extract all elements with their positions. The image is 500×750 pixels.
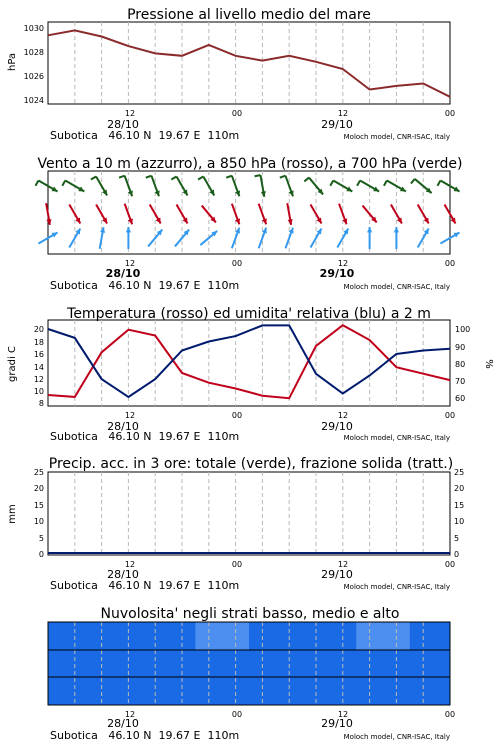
x-tick-00: 00 [444,259,456,268]
date-label-29-10: 29/10 [321,118,353,131]
wind-arrow-700hpa [437,181,459,192]
precipitation-ytick: 20 [33,484,44,493]
x-tick-00: 00 [444,411,456,420]
x-tick-12: 12 [337,411,349,420]
wind-arrow-700hpa [146,176,160,197]
precipitation-ytick: 20 [454,484,465,493]
wind-arrow-10m [100,227,105,249]
temperature-ytick: 18 [33,338,44,347]
cloud-xaxis [50,710,455,742]
pressure-title: Pressione al livello medio del mare [127,7,371,23]
wind-arrow-700hpa [198,176,214,195]
x-tick-12: 12 [124,560,136,569]
humidity-ytick: 60 [455,394,466,403]
precipitation-ylabel: mm [7,504,18,524]
wind-arrow-700hpa [357,181,379,192]
location-label: Subotica 46.10 N 19.67 E 110m [50,579,240,592]
humidity-yticks [455,325,470,403]
date-label-29-10: 29/10 [321,420,353,433]
cloud-panel [48,606,455,742]
precipitation-ytick: 10 [454,517,465,526]
pressure-ytick: 1026 [23,72,44,81]
pressure-series [48,30,450,96]
cloud-cell [437,650,451,677]
x-tick-00: 00 [231,710,243,719]
wind-arrow-700hpa [330,181,352,192]
wind-panel [35,156,462,292]
cloud-cell [437,677,451,705]
date-label-28-10: 28/10 [107,568,139,581]
cloud-cell [437,622,451,650]
precipitation-xaxis [50,560,455,592]
x-tick-12: 12 [337,560,349,569]
temperature-ytick: 16 [33,350,44,359]
model-credit: Moloch model, CNR-ISAC, Italy [343,583,450,591]
precipitation-yticks-left [34,468,44,559]
wind-arrow-700hpa [255,175,266,197]
temperature-ylabel: gradi C [7,346,18,382]
precipitation-ytick: 5 [454,534,460,543]
temperature-xaxis [50,411,455,443]
temperature-ytick: 8 [38,399,44,408]
temperature-line [48,325,450,398]
x-tick-00: 00 [231,259,243,268]
precipitation-ytick: 25 [33,468,44,477]
precipitation-ytick: 0 [454,550,460,559]
wind-arrow-700hpa [280,176,294,197]
x-tick-12: 12 [124,411,136,420]
wind-arrow-700hpa [91,176,107,195]
pressure-ytick: 1030 [23,24,44,33]
precipitation-ytick: 10 [33,517,44,526]
precipitation-ytick: 15 [33,501,44,510]
humidity-ytick: 80 [455,360,466,369]
wind-arrow-700hpa [304,178,323,195]
cloud-cells [48,622,451,705]
model-credit: Moloch model, CNR-ISAC, Italy [343,733,450,741]
precipitation-plot-frame [48,472,450,555]
temperature-series [48,325,450,398]
model-credit: Moloch model, CNR-ISAC, Italy [343,283,450,291]
wind-xaxis [50,259,455,292]
x-tick-00: 00 [444,560,456,569]
wind-arrows [35,175,459,249]
x-tick-12: 12 [124,109,136,118]
humidity-ytick: 100 [455,325,471,334]
wind-arrow-700hpa [119,176,133,197]
pressure-ytick: 1024 [23,96,44,105]
precipitation-panel [7,456,464,592]
wind-arrow-700hpa [62,181,84,192]
wind-arrow-700hpa [226,176,240,197]
wind-arrow-10m [394,227,399,249]
wind-arrow-10m [367,227,372,249]
pressure-ytick: 1028 [23,48,44,57]
model-credit: Moloch model, CNR-ISAC, Italy [343,133,450,141]
wind-arrow-850hpa [46,203,51,225]
precipitation-ytick: 25 [454,468,465,477]
temperature-yticks [34,325,44,408]
pressure-line [48,30,450,96]
precipitation-yticks-right [454,468,464,559]
cloud-cell [48,677,62,705]
temperature-ytick: 14 [33,363,44,372]
x-tick-12: 12 [337,109,349,118]
precipitation-title: Precip. acc. in 3 ore: totale (verde), frazione solida (tratt.) [48,456,454,472]
wind-arrow-10m [126,227,131,249]
wind-arrow-700hpa [411,179,432,193]
x-tick-00: 00 [231,560,243,569]
cloud-cell [48,650,62,677]
x-tick-12: 12 [337,259,349,268]
wind-arrow-700hpa [171,176,187,195]
x-tick-12: 12 [337,710,349,719]
model-credit: Moloch model, CNR-ISAC, Italy [343,434,450,442]
humidity-ylabel: % [483,359,494,369]
wind-plot-frame [48,171,450,254]
pressure-ylabel: hPa [7,52,18,72]
x-tick-00: 00 [231,109,243,118]
date-label-28-10: 28/10 [107,118,139,131]
temperature-ytick: 10 [33,387,44,396]
humidity-ytick: 70 [455,377,466,386]
date-label-28-10: 28/10 [107,420,139,433]
precipitation-ytick: 15 [454,501,465,510]
wind-arrow-700hpa [384,181,406,192]
temperature-title: Temperatura (rosso) ed umidita' relativa (blu) a 2 m [67,306,431,322]
pressure-plot-frame [48,22,450,104]
wind-title: Vento a 10 m (azzurro), a 850 hPa (rosso), a 700 hPa (verde) [37,156,463,172]
pressure-panel [7,7,455,142]
x-tick-12: 12 [124,259,136,268]
wind-arrow-850hpa [287,203,292,225]
temperature-ytick: 20 [33,325,44,334]
x-tick-12: 12 [124,710,136,719]
pressure-yticks [24,24,44,105]
precipitation-ytick: 0 [38,550,44,559]
pressure-xaxis [50,109,455,142]
precipitation-ytick: 5 [38,534,44,543]
date-label-28-10: 28/10 [107,717,139,730]
location-label: Subotica 46.10 N 19.67 E 110m [50,430,240,443]
x-tick-00: 00 [231,411,243,420]
temperature-ytick: 12 [33,375,44,384]
precipitation-gridlines [75,472,423,555]
x-tick-00: 00 [444,109,456,118]
pressure-gridlines [75,22,423,104]
cloud-cell [48,622,62,650]
cloud-title: Nuvolosita' negli strati basso, medio e alto [100,606,400,622]
location-label: Subotica 46.10 N 19.67 E 110m [50,129,240,142]
temperature-panel [7,306,494,443]
humidity-ytick: 90 [455,343,466,352]
x-tick-00: 00 [444,710,456,719]
date-label-28-10: 28/10 [105,267,141,280]
date-label-29-10: 29/10 [321,717,353,730]
location-label: Subotica 46.10 N 19.67 E 110m [50,729,240,742]
location-label: Subotica 46.10 N 19.67 E 110m [50,279,240,292]
date-label-29-10: 29/10 [321,568,353,581]
date-label-29-10: 29/10 [319,267,355,280]
wind-arrow-700hpa [35,181,57,192]
